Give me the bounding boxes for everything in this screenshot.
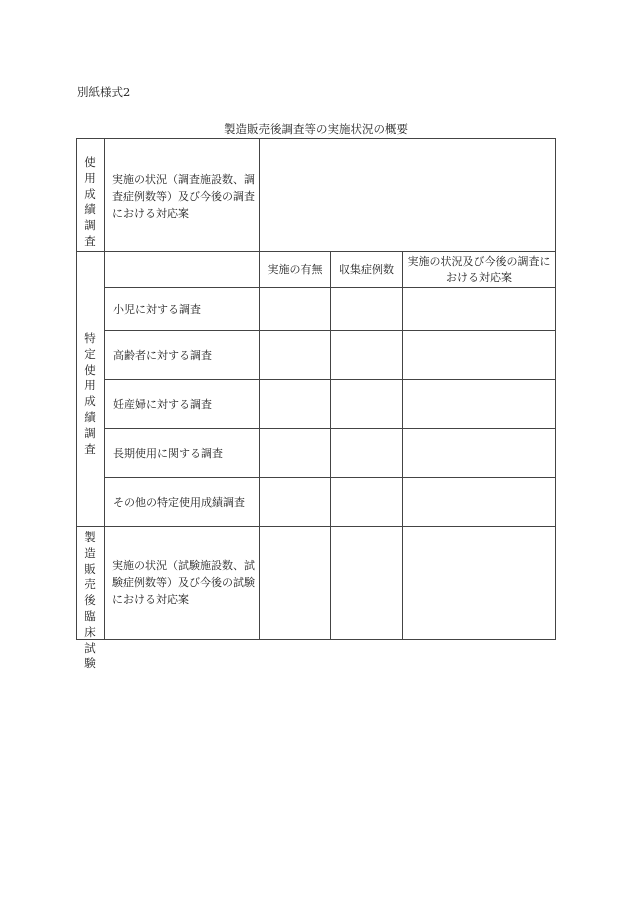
- item-column-divider: [259, 138, 260, 640]
- row-label-other: その他の特定使用成績調査: [113, 495, 245, 509]
- row-label-pediatric: 小児に対する調査: [113, 302, 201, 316]
- section-divider-2: [76, 526, 556, 527]
- usage-survey-description: 実施の状況（調査施設数、調査症例数等）及び今後の調査における対応案: [112, 173, 255, 220]
- section-label-usage-survey: 使用成績調査: [84, 155, 96, 248]
- section-label-specific-usage-survey: 特定使用成績調査: [84, 331, 96, 456]
- table-border-bottom: [76, 639, 556, 640]
- table-border-right: [555, 138, 556, 640]
- post-marketing-trial-description: 実施の状況（試験施設数、試験症例数等）及び今後の試験における対応案: [112, 559, 255, 606]
- column-header-case-count: 収集症例数: [339, 263, 394, 276]
- survey-table: [76, 138, 556, 671]
- row-label-elderly: 高齢者に対する調査: [113, 348, 212, 362]
- row-label-long-term: 長期使用に関する調査: [113, 446, 223, 460]
- table-border-left: [76, 138, 77, 640]
- column-header-implementation: 実施の有無: [267, 263, 323, 276]
- column-divider: [402, 251, 403, 640]
- section-label-post-marketing-trial: 製造販売後臨床試験: [84, 530, 96, 671]
- document-title: 製造販売後調査等の実施状況の概要: [224, 122, 408, 136]
- form-label: 別紙様式2: [77, 85, 131, 99]
- row-label-pregnant: 妊産婦に対する調査: [113, 397, 212, 411]
- column-header-status-plan: 実施の状況及び今後の調査における対応案: [407, 254, 551, 284]
- table-border-top: [76, 138, 556, 139]
- column-divider: [330, 251, 331, 640]
